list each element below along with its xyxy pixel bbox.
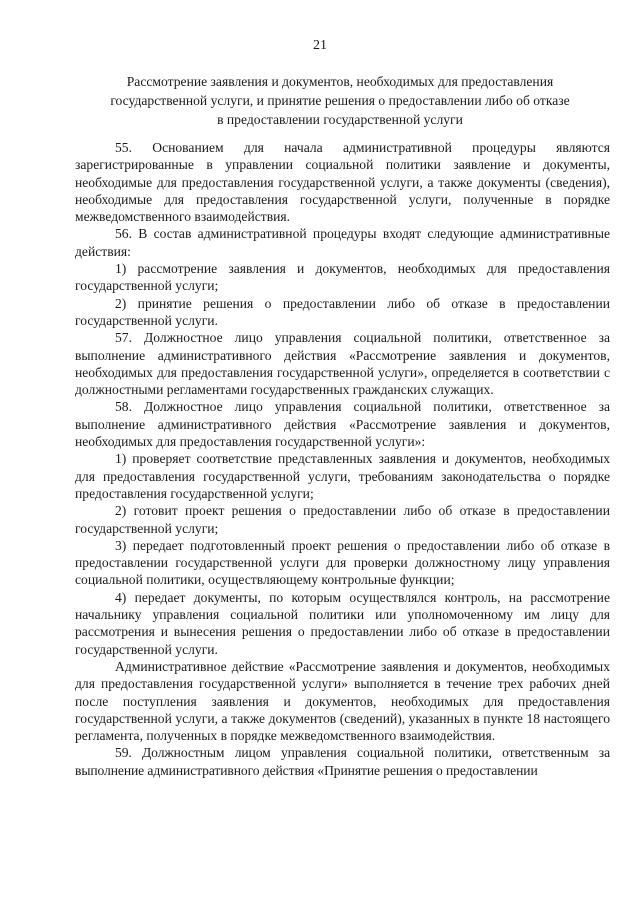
paragraph-59: 59. Должностным лицом управления социальной политики, ответственным за выполнение административного действия «Принятие решения о предоставлении <box>75 745 610 778</box>
heading-line: Рассмотрение заявления и документов, необходимых для предоставления <box>126 74 554 89</box>
document-body <box>75 139 610 779</box>
paragraph-58-item-2: 2) готовит проект решения о предоставлении либо об отказе в предоставлении государственной услуги; <box>75 503 610 536</box>
paragraph-56-item-2: 2) принятие решения о предоставлении либо об отказе в предоставлении государственной услуги. <box>75 295 610 328</box>
paragraph-58-item-1: 1) проверяет соответствие представленных заявления и документов, необходимых для предоставления государственной услуги, требованиям законодательства о порядке предоставления государственной услуги; <box>75 451 610 501</box>
heading-line: в предоставлении государственной услуги <box>217 112 463 127</box>
paragraph-56-item-1: 1) рассмотрение заявления и документов, необходимых для предоставления государственной услуги; <box>75 261 610 294</box>
paragraph-58-term: Административное действие «Рассмотрение заявления и документов, необходимых для предоставления государственной услуги» выполняется в течение трех рабочих дней после поступления заявления и документов, необходимых для предоставления государственной услуги, а также документов (сведений), указанных в пункте 18 настоящего регламента, полученных в порядке межведомственного взаимодействия. <box>75 658 610 744</box>
paragraph-58: 58. Должностное лицо управления социальной политики, ответственное за выполнение административного действия «Рассмотрение заявления и документов, необходимых для предоставления государственной услуги»: <box>75 399 610 450</box>
paragraph-55: 55. Основанием для начала административной процедуры являются зарегистрированные в управлении социальной политики заявление и документы, необходимые для предоставления государственной услуги, а также документы (сведения), необходимые для предоставления государственной услуги, полученные в порядке межведомственного взаимодействия. <box>75 140 610 225</box>
heading-line: государственной услуги, и принятие решения о предоставлении либо об отказе <box>110 93 570 108</box>
paragraph-57: 57. Должностное лицо управления социальной политики, ответственное за выполнение административного действия «Рассмотрение заявления и документов, необходимых для предоставления государственной услуги», определяется в соответствии с должностными регламентами государственных гражданских служащих. <box>75 330 610 398</box>
paragraph-56: 56. В состав административной процедуры входят следующие административные действия: <box>75 226 610 259</box>
section-heading <box>70 72 610 129</box>
paragraph-58-item-3: 3) передает подготовленный проект решения о предоставлении либо об отказе в предоставлении государственной услуги для проверки должностному лицу управления социальной политики, осуществляющему контрольные функции; <box>75 537 610 588</box>
paragraph-58-item-4: 4) передает документы, по которым осуществлялся контроль, на рассмотрение начальнику управления социальной политики или уполномоченному им лицу для рассмотрения и вынесения решения о предоставлении либо об отказе в предоставлении государственной услуги. <box>75 589 610 657</box>
page-number: 21 <box>313 38 327 53</box>
